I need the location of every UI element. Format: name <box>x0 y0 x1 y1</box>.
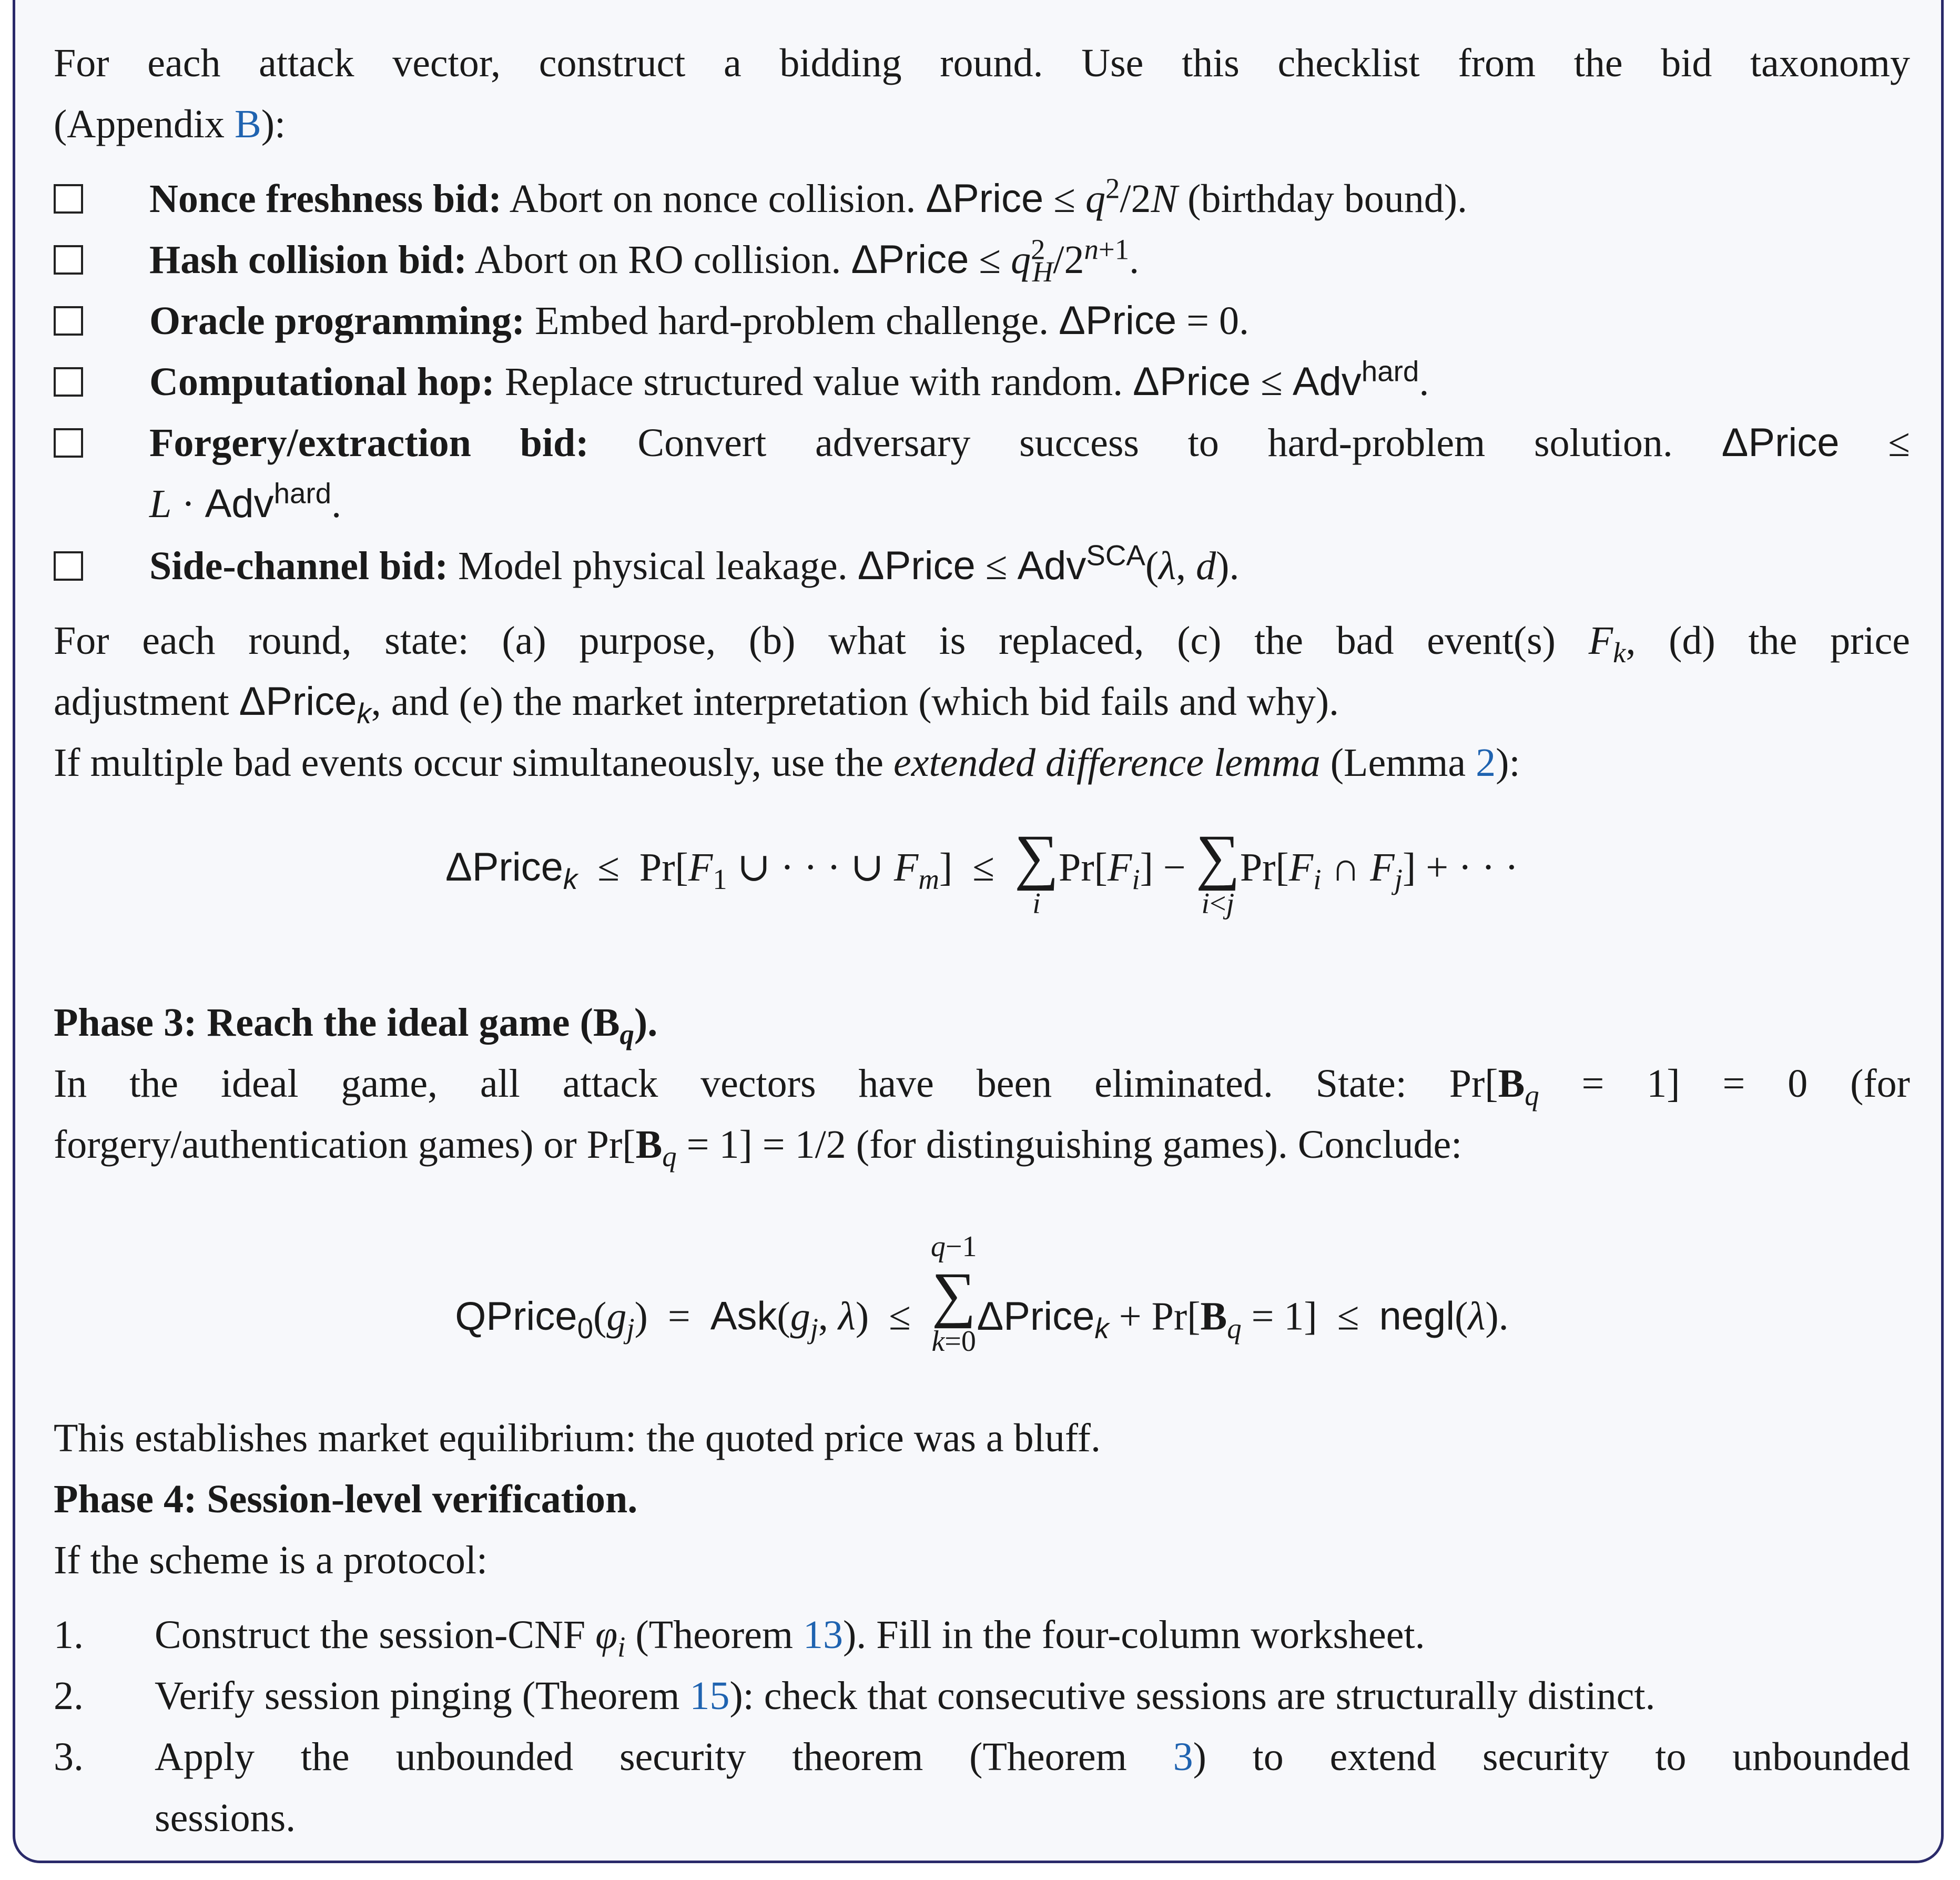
phase4-heading: Phase 4: Session-level verification. <box>54 1477 638 1521</box>
round-line-3: If multiple bad events occur simultaneously, use the extended difference lemma (Lemma 2): <box>54 741 1520 785</box>
checkbox-icon[interactable] <box>54 551 83 581</box>
checkbox-icon[interactable] <box>54 367 83 397</box>
item-title: Computational hop: <box>149 360 495 404</box>
round-line-1: For each round, state: (a) purpose, (b) what is replaced, (c) the bad event(s) $F_k$, (d) the price <box>54 619 1910 669</box>
checklist-item: Computational hop: Replace structured value with random. ΔPrice ≤ Adv$^{hard}$. <box>54 351 1910 412</box>
checklist-item: Oracle programming: Embed hard-problem challenge. ΔPrice = 0. <box>54 290 1910 351</box>
list-number: 3. <box>54 1735 84 1779</box>
item-title: Oracle programming: <box>149 299 525 343</box>
phase3-line-1: In the ideal game, all attack vectors have been eliminated. State: $Pr[B_q = 1] = 0$ (for <box>54 1062 1910 1112</box>
list-number: 2. <box>54 1674 84 1718</box>
checklist-item: Hash collision bid: Abort on RO collision. ΔPrice ≤ $q^2_H/2^{n+1}$. <box>54 229 1910 290</box>
qprice-equation: $QPrice_0(g_j) = Ask(g_j$, λ) ≤ q−1 ∑ k=0 ΔPrice$_k$ + $Pr[B_q = 1]$ ≤ negl(λ). <box>455 1230 1509 1358</box>
lemma-link[interactable]: 2 <box>1476 741 1496 785</box>
intro-line-2: (Appendix B): <box>54 102 286 146</box>
checkbox-icon[interactable] <box>54 306 83 336</box>
equilibrium-paragraph <box>54 1408 1910 1591</box>
phase3-heading: Phase 3: Reach the ideal game $(B_q)$. <box>54 1000 658 1051</box>
list-item: 2. Verify session pinging (Theorem 15): check that consecutive sessions are structurally distinct. <box>54 1665 1910 1726</box>
equilibrium-text: This establishes market equilibrium: the quoted price was a bluff. <box>54 1416 1101 1460</box>
item-title: Hash collision bid: <box>149 238 467 282</box>
theorem-link[interactable]: 13 <box>803 1613 843 1657</box>
checkbox-icon[interactable] <box>54 428 83 458</box>
intro-line-1: For each attack vector, construct a bidding round. Use this checklist from the bid taxonomy <box>54 41 1910 85</box>
phase4-intro: If the scheme is a protocol: <box>54 1538 488 1582</box>
item-title: Side-channel bid: <box>149 544 449 588</box>
checklist-item: Nonce freshness bid: Abort on nonce collision. ΔPrice ≤ $q^2/2N$ (birthday bound). <box>54 168 1910 229</box>
round-paragraph <box>54 610 1910 793</box>
list-number: 1. <box>54 1613 84 1657</box>
checklist-item: Forgery/extraction bid: Convert adversary success to hard-problem solution. ΔPrice ≤ L · Adv$^{hard}$. <box>54 412 1910 534</box>
list-item: 3. Apply the unbounded security theorem (Theorem 3) to extend security to unbounded sessions. <box>54 1726 1910 1848</box>
checkbox-icon[interactable] <box>54 245 83 275</box>
round-line-2: adjustment ΔPrice$_k$, and (e) the market interpretation (which bid fails and why). <box>54 679 1339 730</box>
item-title: Forgery/extraction bid: <box>149 421 589 465</box>
intro-paragraph <box>54 33 1910 155</box>
checkbox-icon[interactable] <box>54 184 83 214</box>
phase3-line-2: forgery/authentication games) or $Pr[B_q = 1] = 1/2$ (for distinguishing games). Conclude: <box>54 1123 1463 1173</box>
item-title: Nonce freshness bid: <box>149 177 502 221</box>
theorem-link[interactable]: 15 <box>689 1674 730 1718</box>
checklist-item: Side-channel bid: Model physical leakage. ΔPrice ≤ Adv$^{SCA}$(λ, d). <box>54 535 1910 597</box>
appendix-link[interactable]: B <box>235 102 261 146</box>
difference-lemma-equation: ΔPrice$_k$ ≤ $Pr[F_1$ ∪ · · · ∪ $F_m$] ≤ ∑ i $Pr[F_i]$ − ∑ i<j $Pr[F_i$ ∩ $F_j$] + · · · <box>445 822 1519 920</box>
theorem-link[interactable]: 3 <box>1173 1735 1193 1779</box>
list-item: 1. Construct the session-CNF $\varphi_i$ (Theorem 13). Fill in the four-column worksheet. <box>54 1604 1910 1665</box>
phase3-section <box>54 992 1910 1175</box>
